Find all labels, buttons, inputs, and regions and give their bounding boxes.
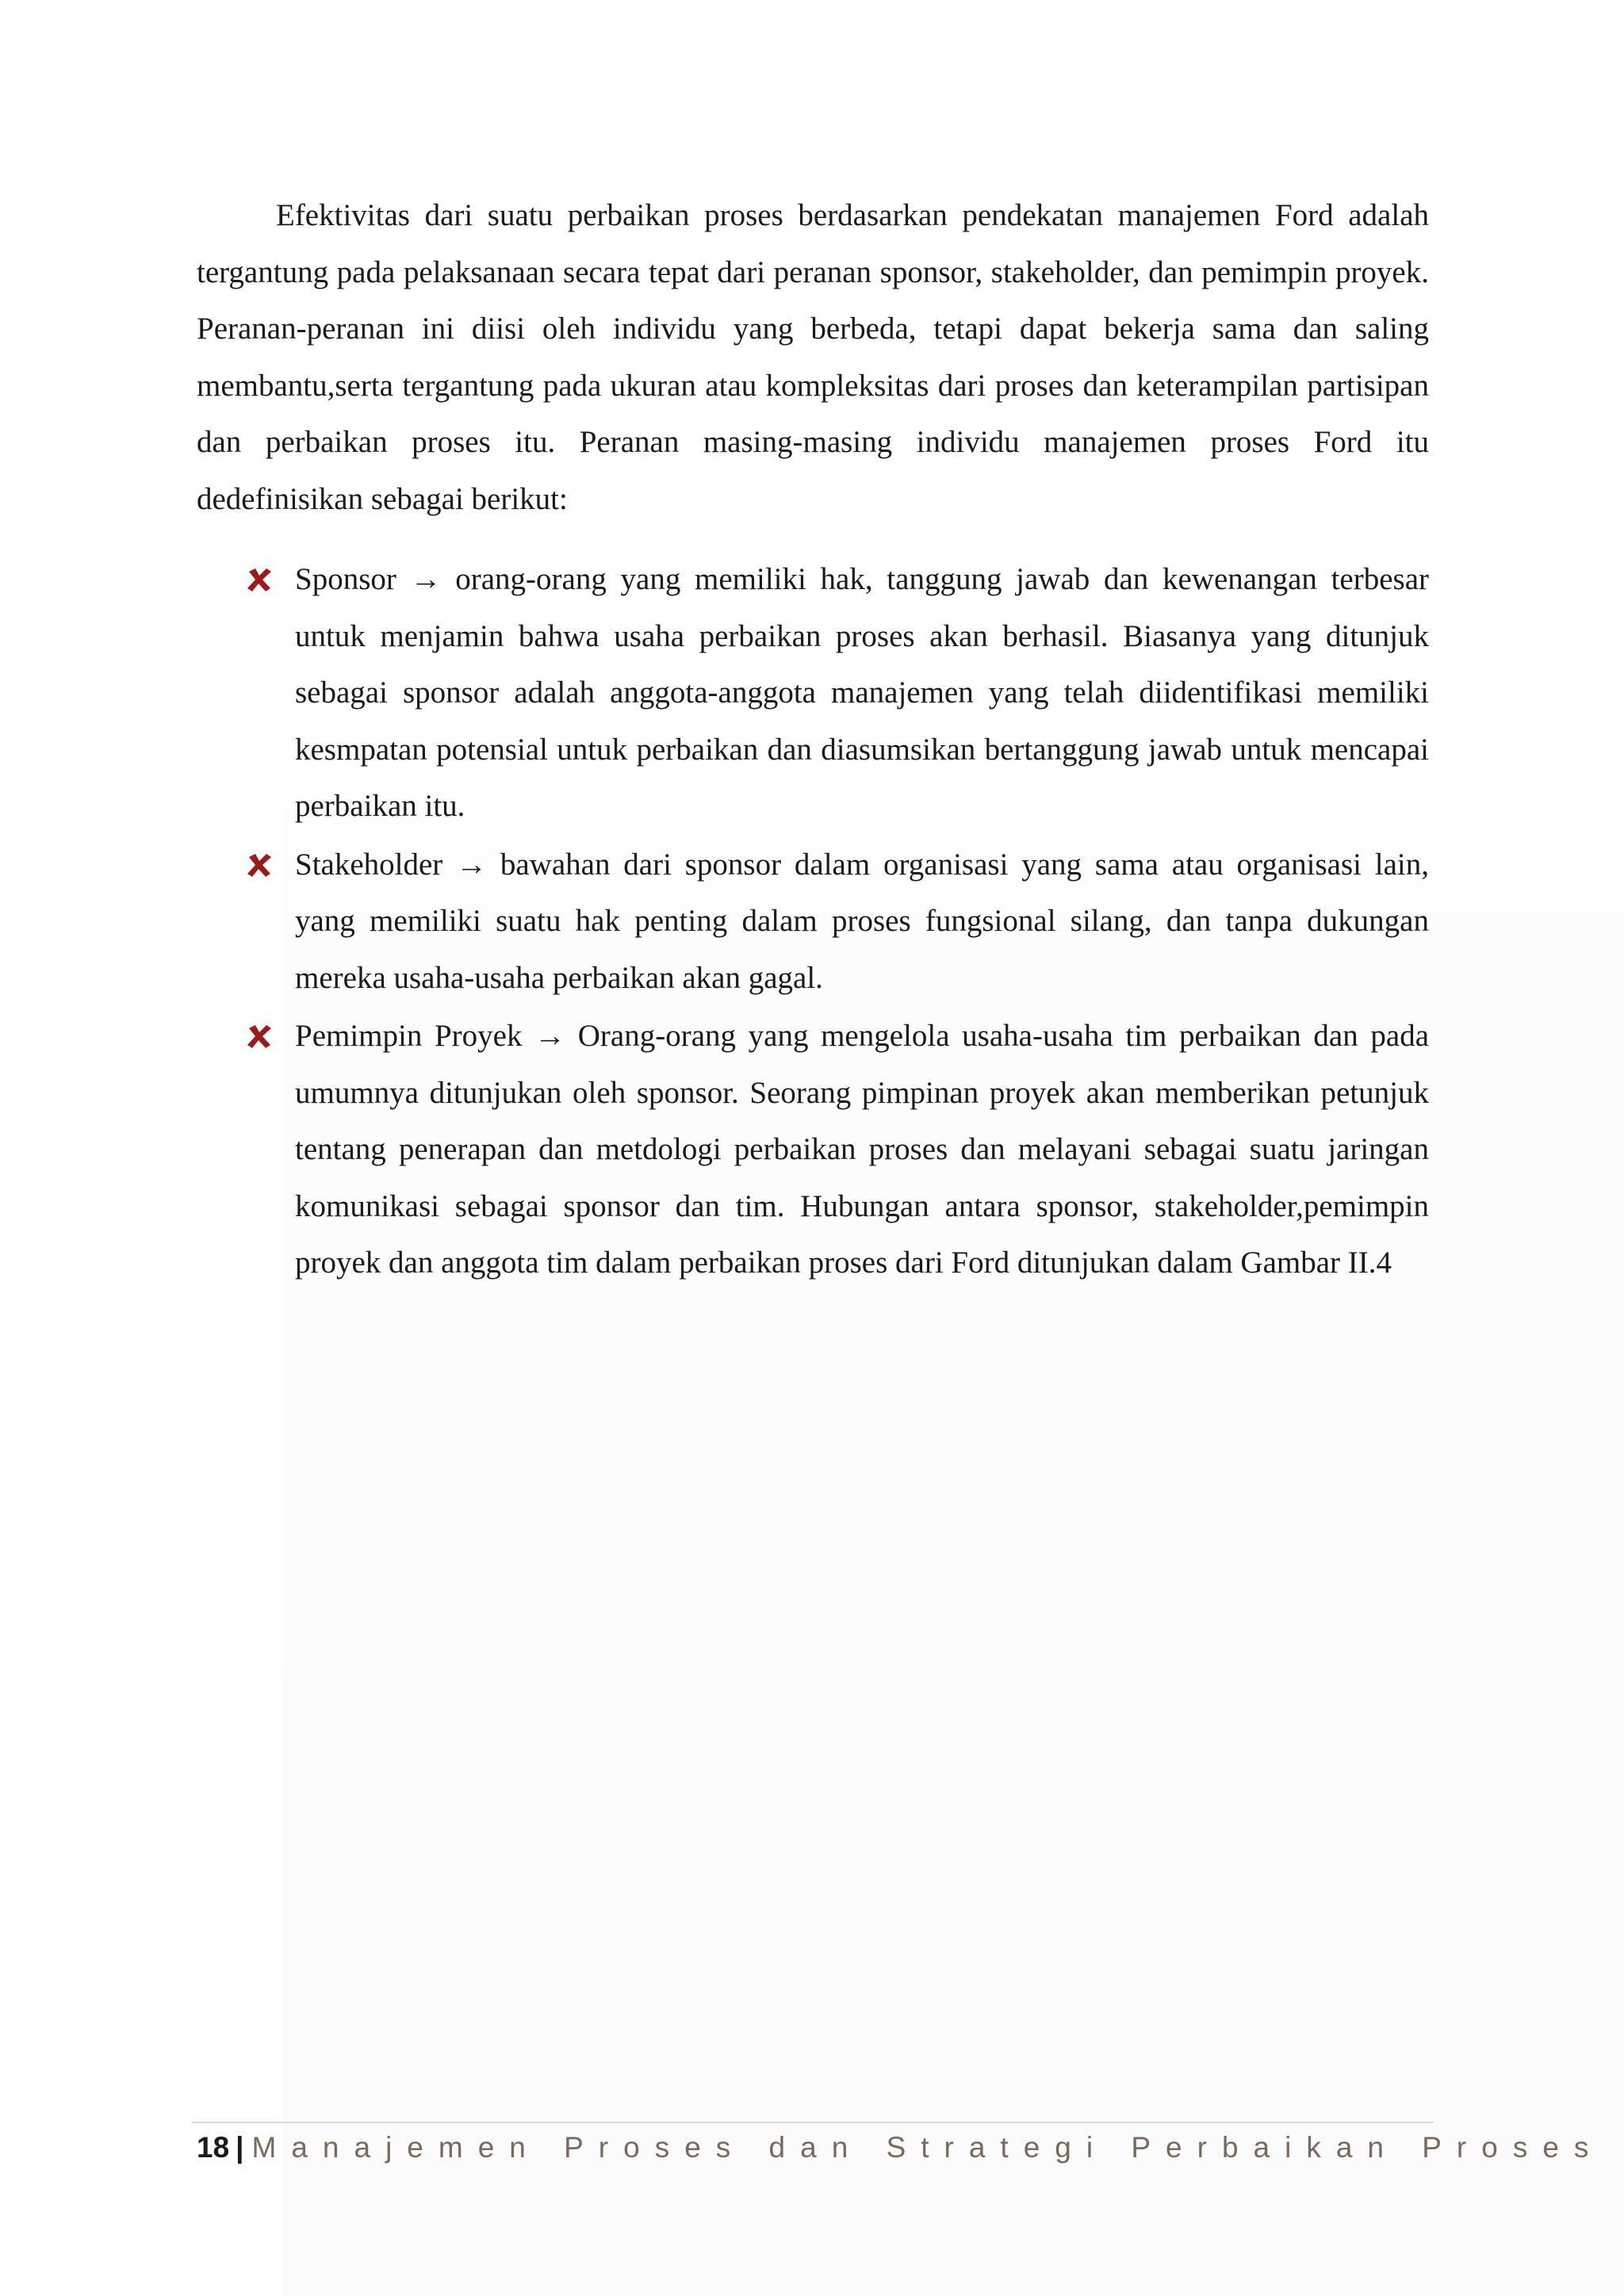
intro-paragraph: Efektivitas dari suatu perbaikan proses berdasarkan pendekatan manajemen Ford adalah tergantung pada pelaksanaan secara tepat dari peranan sponsor, stakeholder, dan pemimpin proyek. Peranan-peranan ini diisi oleh individu yang berbeda, tetapi dapat bekerja sama dan saling membantu,serta tergantung pada ukuran atau kompleksitas dari proses dan keterampilan partisipan dan perbaikan proses itu. Peranan masing-masing individu manajemen proses Ford itu dedefinisikan sebagai berikut: [197,198,1429,516]
list-item-text: Stakeholder → bawahan dari sponsor dalam organisasi yang sama atau organisasi lain, yang memiliki suatu hak penting dalam proses fungsional silang, dan tanpa dukungan mereka usaha-usaha perbaikan akan gagal. [295,847,1429,995]
red-x-mark-icon [246,1024,273,1049]
page-footer [197,2130,1603,2166]
role-list [197,551,1429,1292]
list-item-sponsor [197,551,1429,835]
footer-separator: | [236,2131,244,2164]
page-number: 18 [197,2131,230,2164]
list-item-text: Pemimpin Proyek → Orang-orang yang mengelola usaha-usaha tim perbaikan dan pada umumnya ditunjukan oleh sponsor. Seorang pimpinan proyek akan memberikan petunjuk tentang penerapan dan metdologi perbaikan proses dan melayani sebagai suatu jaringan komunikasi sebagai sponsor dan tim. Hubungan antara sponsor, stakeholder,pemimpin proyek dan anggota tim dalam perbaikan proses dari Ford ditunjukan dalam Gambar II.4 [295,1019,1429,1280]
document-body [197,187,1429,1293]
running-title: Manajemen Proses dan Strategi Perbaikan Proses [251,2131,1604,2164]
red-x-mark-icon [246,567,273,592]
list-item-text: Sponsor → orang-orang yang memiliki hak, tanggung jawab dan kewenangan terbesar untuk menjamin bahwa usaha perbaikan proses akan berhasil. Biasanya yang ditunjuk sebagai sponsor adalah anggota-anggota manajemen yang telah diidentifikasi memiliki kesmpatan potensial untuk perbaikan dan diasumsikan bertanggung jawab untuk mencapai perbaikan itu. [295,562,1429,823]
red-x-mark-icon [246,852,273,878]
list-item-pemimpin-proyek [197,1008,1429,1292]
list-item-stakeholder [197,836,1429,1007]
footer-divider [192,2122,1434,2123]
